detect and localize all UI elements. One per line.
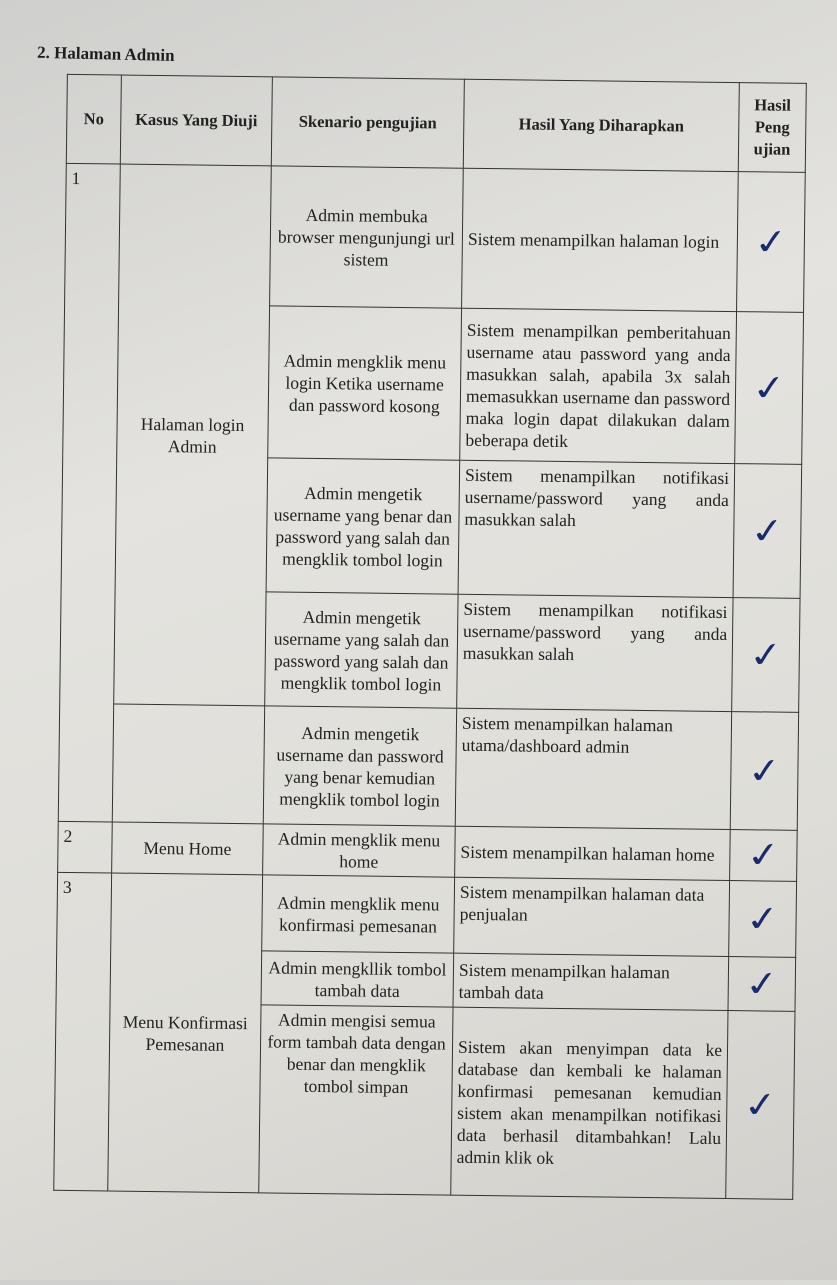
row-hasil: Sistem menampilkan pemberitahuan username atau password yang anda masukkan salah, apabila 3x salah memasukkan username dan password maka login dapat dilakukan dalam beberapa detik [460,308,737,463]
row-kasus: Halaman login Admin [114,164,272,706]
row-kasus-empty [112,704,264,824]
col-header-hasil: Hasil Yang Diharapkan [463,79,739,171]
checkmark-icon: ✓ [729,881,797,958]
row-skenario: Admin mengklik menu login Ketika username dan password kosong [268,306,462,460]
col-header-no: No [66,74,121,164]
col-header-skenario: Skenario pengujian [271,77,464,168]
table-row [57,872,797,957]
row-kasus: Menu Home [112,822,264,875]
checkmark-icon: ✓ [737,172,806,313]
col-header-hasil-pengujian: Hasil Peng ujian [738,83,806,173]
row-skenario: Admin mengkllik tombol tambah data [261,951,454,1007]
checkmark-icon: ✓ [730,830,798,882]
row-hasil: Sistem menampilkan halaman utama/dashboard admin [455,708,732,829]
row-number: 3 [54,872,112,1191]
checkmark-icon: ✓ [732,598,800,713]
row-hasil: Sistem menampilkan halaman data penjualan [454,877,730,956]
checkmark-icon: ✓ [733,464,802,599]
row-hasil: Sistem menampilkan notifikasi username/password yang anda masukkan salah [458,460,735,597]
row-skenario: Admin mengetik username dan password yang benar kemudian mengklik tombol login [263,706,456,826]
table-row [58,821,798,881]
table-row [58,703,798,830]
row-skenario: Admin mengetik username yang benar dan password yang salah dan mengklik tombol login [266,458,460,594]
table-row [65,163,806,312]
row-skenario: Admin mengklik menu konfirmasi pemesanan [262,875,455,953]
row-hasil: Sistem menampilkan halaman tambah data [453,953,729,1010]
table-header-row [66,74,806,172]
checkmark-icon: ✓ [735,312,804,465]
row-hasil: Sistem menampilkan halaman login [462,168,739,311]
section-heading: 2. Halaman Admin [36,42,175,65]
checkmark-icon: ✓ [728,957,796,1012]
row-hasil: Sistem menampilkan notifikasi username/password yang anda masukkan salah [457,594,733,711]
row-skenario: Admin mengetik username yang salah dan password yang salah dan mengklik tombol login [265,592,458,708]
row-skenario: Admin mengklik menu home [263,824,456,877]
row-number: 2 [58,821,113,873]
checkmark-icon: ✓ [726,1011,795,1200]
col-header-kasus: Kasus Yang Diuji [120,75,272,166]
row-number: 1 [58,163,120,822]
test-table [53,74,807,1200]
row-hasil: Sistem menampilkan halaman home [455,826,731,880]
row-hasil: Sistem akan menyimpan data ke database dan kembali ke halaman konfirmasi pemesanan kemudian sistem akan menampilkan notifikasi data berhasil ditambahkan! Lalu admin klik ok [451,1007,728,1198]
row-kasus: Menu Konfirmasi Pemesanan [108,873,263,1193]
row-skenario: Admin membuka browser mengunjungi url sistem [270,166,464,308]
row-skenario: Admin mengisi semua form tambah data dengan benar dan mengklik tombol simpan [259,1005,453,1195]
checkmark-icon: ✓ [730,712,798,831]
